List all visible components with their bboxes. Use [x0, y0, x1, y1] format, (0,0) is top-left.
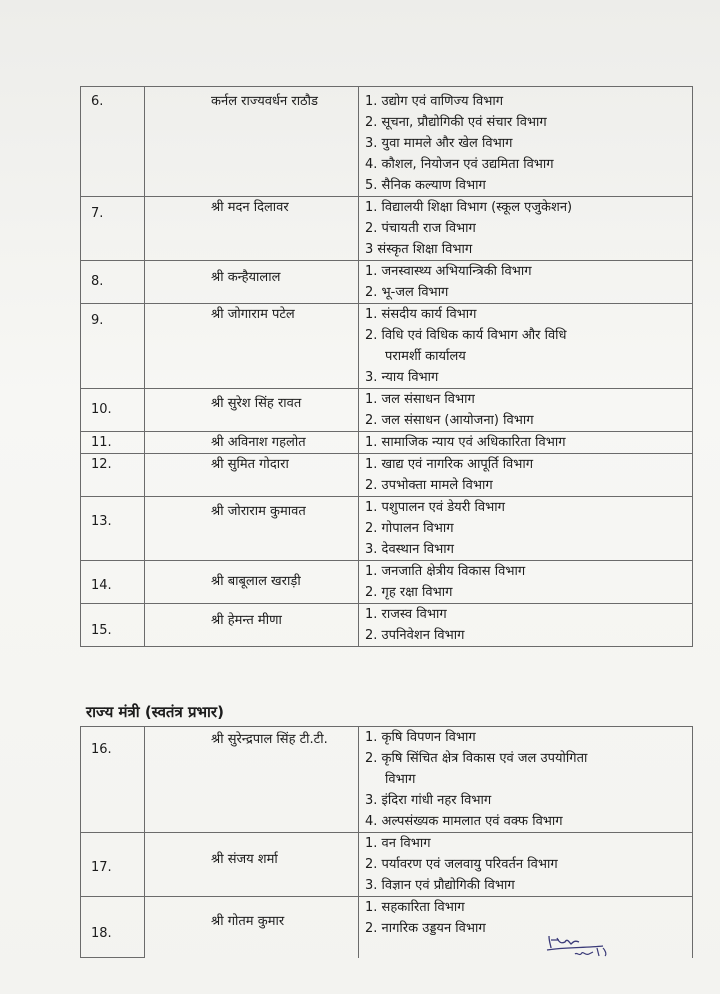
- row-number: 7.: [81, 197, 145, 261]
- department-item: 1. सहकारिता विभाग: [365, 900, 465, 915]
- row-number: 17.: [81, 833, 145, 897]
- row-number: 15.: [81, 604, 145, 647]
- department-item: 2. कृषि सिंचित क्षेत्र विकास एवं जल उपयोगिता: [365, 751, 588, 766]
- section-title: राज्य मंत्री (स्वतंत्र प्रभार): [86, 703, 224, 721]
- table-row: [81, 304, 693, 389]
- row-number: 13.: [81, 497, 145, 561]
- row-number: 6.: [81, 87, 145, 197]
- ministers-table: [80, 86, 693, 647]
- department-item: 4. कौशल, नियोजन एवं उद्यमिता विभाग: [365, 157, 554, 172]
- minister-name: श्री हेमन्त मीणा: [145, 604, 359, 647]
- table-row: [81, 833, 693, 897]
- table-row: [81, 454, 693, 497]
- table-row: [81, 389, 693, 432]
- department-item: 1. विद्यालयी शिक्षा विभाग (स्कूल एजुकेशन): [365, 200, 573, 215]
- table-row: [81, 432, 693, 454]
- minister-name: श्री मदन दिलावर: [145, 197, 359, 261]
- department-item: 2. उपभोक्ता मामले विभाग: [365, 478, 493, 493]
- minister-name: श्री बाबूलाल खराड़ी: [145, 561, 359, 604]
- department-item: 1. कृषि विपणन विभाग: [365, 730, 476, 745]
- department-item: 2. सूचना, प्रौद्योगिकी एवं संचार विभाग: [365, 115, 547, 130]
- department-list: [359, 261, 693, 304]
- table-row: [81, 561, 693, 604]
- department-list: [359, 833, 693, 897]
- department-item: 2. गृह रक्षा विभाग: [365, 585, 453, 600]
- minister-name: श्री सुमित गोदारा: [145, 454, 359, 497]
- row-number: 9.: [81, 304, 145, 389]
- minister-name: श्री अविनाश गहलोत: [145, 432, 359, 454]
- department-list: [359, 87, 693, 197]
- row-number: 12.: [81, 454, 145, 497]
- department-item: 1. संसदीय कार्य विभाग: [365, 307, 477, 322]
- row-number: 8.: [81, 261, 145, 304]
- minister-name: श्री गोतम कुमार: [145, 897, 359, 958]
- department-item: 2. पंचायती राज विभाग: [365, 221, 476, 236]
- minister-name: श्री सुरेन्द्रपाल सिंह टी.टी.: [145, 727, 359, 833]
- department-item: 3. न्याय विभाग: [365, 370, 439, 385]
- department-item: 1. जनस्वास्थ्य अभियान्त्रिकी विभाग: [365, 264, 532, 279]
- department-item: 1. वन विभाग: [365, 836, 431, 851]
- minister-name: श्री सुरेश सिंह रावत: [145, 389, 359, 432]
- department-item: 1. जनजाति क्षेत्रीय विकास विभाग: [365, 564, 526, 579]
- minister-name: कर्नल राज्यवर्धन राठौड: [145, 87, 359, 197]
- department-item: 2. नागरिक उड्डयन विभाग: [365, 921, 486, 936]
- department-list: [359, 304, 693, 389]
- signature-mark: [545, 930, 615, 960]
- table-row: [81, 261, 693, 304]
- department-list: [359, 389, 693, 432]
- department-item: 1. राजस्व विभाग: [365, 607, 447, 622]
- department-item: 5. सैनिक कल्याण विभाग: [365, 178, 486, 193]
- department-list: [359, 897, 693, 958]
- department-item-continuation: परामर्शी कार्यालय: [385, 349, 466, 364]
- department-item: 3 संस्कृत शिक्षा विभाग: [365, 242, 473, 257]
- row-number: 18.: [81, 897, 145, 958]
- department-item: 1. जल संसाधन विभाग: [365, 392, 475, 407]
- row-number: 11.: [81, 432, 145, 454]
- department-item: 3. युवा मामले और खेल विभाग: [365, 136, 513, 151]
- department-item: 2. विधि एवं विधिक कार्य विभाग और विधि: [365, 328, 567, 343]
- table-row: [81, 197, 693, 261]
- department-item: 2. उपनिवेशन विभाग: [365, 628, 465, 643]
- ministers-of-state-table: [80, 726, 693, 958]
- minister-name: श्री जोगाराम पटेल: [145, 304, 359, 389]
- department-item: 1. पशुपालन एवं डेयरी विभाग: [365, 500, 505, 515]
- department-list: [359, 432, 693, 454]
- department-item: 1. खाद्य एवं नागरिक आपूर्ति विभाग: [365, 457, 534, 472]
- minister-name: श्री संजय शर्मा: [145, 833, 359, 897]
- row-number: 10.: [81, 389, 145, 432]
- department-item: 3. देवस्थान विभाग: [365, 542, 454, 557]
- department-list: [359, 497, 693, 561]
- department-item: 4. अल्पसंख्यक मामलात एवं वक्फ विभाग: [365, 814, 563, 829]
- department-list: [359, 454, 693, 497]
- department-item-continuation: विभाग: [385, 772, 416, 787]
- table-row: [81, 497, 693, 561]
- minister-name: श्री जोराराम कुमावत: [145, 497, 359, 561]
- table-row: [81, 87, 693, 197]
- department-list: [359, 197, 693, 261]
- department-item: 2. गोपालन विभाग: [365, 521, 454, 536]
- department-list: [359, 561, 693, 604]
- department-item: 2. भू-जल विभाग: [365, 285, 449, 300]
- row-number: 16.: [81, 727, 145, 833]
- department-item: 1. सामाजिक न्याय एवं अधिकारिता विभाग: [365, 435, 566, 450]
- department-list: [359, 727, 693, 833]
- table-row: [81, 727, 693, 833]
- department-item: 2. जल संसाधन (आयोजना) विभाग: [365, 413, 534, 428]
- department-item: 2. पर्यावरण एवं जलवायु परिवर्तन विभाग: [365, 857, 558, 872]
- row-number: 14.: [81, 561, 145, 604]
- department-item: 3. इंदिरा गांधी नहर विभाग: [365, 793, 492, 808]
- minister-name: श्री कन्हैयालाल: [145, 261, 359, 304]
- table-row: [81, 604, 693, 647]
- department-item: 1. उद्योग एवं वाणिज्य विभाग: [365, 94, 504, 109]
- department-item: 3. विज्ञान एवं प्रौद्योगिकी विभाग: [365, 878, 515, 893]
- department-list: [359, 604, 693, 647]
